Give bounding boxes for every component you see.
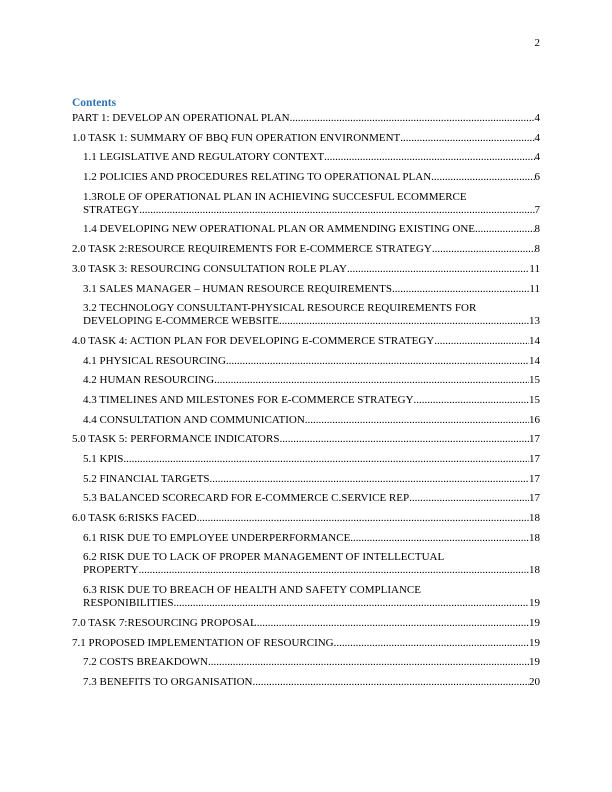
toc-entry[interactable] — [72, 551, 540, 577]
toc-entry-title: 6.1 RISK DUE TO EMPLOYEE UNDERPERFORMANCE — [83, 531, 351, 544]
table-of-contents — [72, 97, 540, 696]
toc-entry-page: 17 — [529, 492, 540, 505]
dot-leader — [392, 283, 529, 296]
toc-entry-title: 5.3 BALANCED SCORECARD FOR E-COMMERCE C.SERVICE REP — [83, 492, 410, 505]
toc-entry-page: 15 — [529, 393, 540, 406]
dot-leader — [214, 374, 529, 387]
toc-entry[interactable] — [72, 151, 540, 164]
toc-entry[interactable] — [72, 171, 540, 184]
toc-entry[interactable] — [72, 223, 540, 236]
toc-entry-page: 16 — [529, 413, 540, 426]
toc-entry[interactable] — [72, 355, 540, 368]
toc-entry-page: 14 — [529, 334, 540, 347]
toc-entry-page: 11 — [529, 282, 540, 295]
dot-leader — [475, 223, 534, 236]
dot-leader — [139, 204, 534, 217]
toc-entry-title: STRATEGY — [83, 203, 140, 216]
dot-leader — [414, 394, 529, 407]
dot-leader — [409, 492, 529, 505]
toc-entry-page: 18 — [529, 531, 540, 544]
toc-entry-page: 4 — [534, 131, 540, 144]
dot-leader — [350, 532, 529, 545]
toc-entry-title: 4.1 PHYSICAL RESOURCING — [83, 354, 226, 367]
toc-entry-page: 18 — [529, 512, 540, 525]
toc-entry[interactable] — [72, 676, 540, 689]
toc-entry[interactable] — [72, 263, 540, 276]
toc-entry-page: 17 — [529, 472, 540, 485]
toc-entry-title: 5.2 FINANCIAL TARGETS — [83, 472, 210, 485]
toc-entry[interactable] — [72, 532, 540, 545]
toc-entry[interactable] — [72, 394, 540, 407]
toc-entry[interactable] — [72, 473, 540, 486]
toc-entry-page: 17 — [529, 453, 540, 465]
toc-entry-title: 5.0 TASK 5: PERFORMANCE INDICATORS — [72, 433, 280, 446]
toc-entry-page: 4 — [534, 151, 540, 164]
toc-heading: Contents — [72, 97, 117, 109]
toc-entry-title: 4.3 TIMELINES AND MILESTONES FOR E-COMMERCE STRATEGY — [83, 393, 414, 406]
toc-entry-title: 7.1 PROPOSED IMPLEMENTATION OF RESOURCING — [72, 636, 334, 649]
dot-leader — [226, 355, 529, 368]
toc-entry[interactable] — [72, 243, 540, 256]
toc-entry-title: 4.0 TASK 4: ACTION PLAN FOR DEVELOPING E-COMMERCE STRATEGY — [72, 334, 435, 347]
toc-entry-title: 1.4 DEVELOPING NEW OPERATIONAL PLAN OR AMMENDING EXISTING ONE — [83, 223, 476, 236]
dot-leader — [173, 597, 529, 610]
toc-entry[interactable] — [72, 584, 540, 610]
dot-leader — [139, 564, 529, 577]
toc-entry[interactable] — [72, 637, 540, 650]
toc-entry-page: 17 — [529, 433, 540, 446]
toc-entry-page: 7 — [534, 203, 540, 216]
toc-entry[interactable] — [72, 191, 540, 217]
toc-entry-page: 14 — [529, 354, 540, 367]
toc-entry-title: PART 1: DEVELOP AN OPERATIONAL PLAN — [72, 112, 290, 124]
toc-entry-title: 5.1 KPIS — [83, 453, 124, 465]
toc-entry[interactable] — [72, 433, 540, 446]
toc-entry-title: 2.0 TASK 2:RESOURCE REQUIREMENTS FOR E-COMMERCE STRATEGY — [72, 243, 432, 256]
dot-leader — [290, 112, 535, 125]
dot-leader — [210, 473, 529, 486]
toc-entry[interactable] — [72, 302, 540, 328]
toc-entry[interactable] — [72, 335, 540, 348]
toc-entry-page: 11 — [529, 262, 540, 275]
toc-entry-title-line1: 3.2 TECHNOLOGY CONSULTANT-PHYSICAL RESOURCE REQUIREMENTS FOR — [83, 302, 477, 315]
dot-leader — [400, 132, 534, 145]
toc-entry-page: 20 — [529, 675, 540, 688]
toc-entry-title: 3.0 TASK 3: RESOURCING CONSULTATION ROLE PLAY — [72, 262, 347, 275]
dot-leader — [208, 656, 529, 669]
toc-entry[interactable] — [72, 617, 540, 630]
toc-entry-page: 15 — [529, 374, 540, 387]
toc-entry-title: 1.0 TASK 1: SUMMARY OF BBQ FUN OPERATION ENVIRONMENT — [72, 131, 401, 144]
toc-entry[interactable] — [72, 374, 540, 387]
toc-entry[interactable] — [72, 132, 540, 145]
toc-entry-title: 4.4 CONSULTATION AND COMMUNICATION — [83, 413, 305, 426]
toc-entry-title: PROPERTY — [83, 564, 139, 577]
toc-entry-page: 6 — [534, 171, 540, 184]
toc-entry[interactable] — [72, 512, 540, 525]
toc-entry-title: 1.1 LEGISLATIVE AND REGULATORY CONTEXT — [83, 151, 325, 164]
toc-entry-title-line1: 1.3ROLE OF OPERATIONAL PLAN IN ACHIEVING SUCCESFUL ECOMMERCE — [83, 190, 467, 203]
toc-entry-page: 19 — [529, 656, 540, 669]
dot-leader — [305, 414, 529, 427]
toc-entry[interactable] — [72, 283, 540, 296]
toc-entry-title: 1.2 POLICIES AND PROCEDURES RELATING TO OPERATIONAL PLAN — [83, 171, 432, 184]
toc-entry-page: 18 — [529, 564, 540, 577]
toc-entry-title: 3.1 SALES MANAGER – HUMAN RESOURCE REQUIREMENTS — [83, 282, 392, 295]
toc-entry-page: 19 — [529, 597, 540, 610]
toc-entry-page: 8 — [534, 243, 540, 256]
toc-entry-title: 7.3 BENEFITS TO ORGANISATION — [83, 675, 253, 688]
toc-entry-page: 19 — [529, 616, 540, 629]
toc-entry-page: 4 — [534, 112, 540, 124]
toc-entry-page: 19 — [529, 636, 540, 649]
dot-leader — [279, 315, 529, 328]
toc-entry-page: 8 — [534, 223, 540, 236]
dot-leader — [197, 512, 529, 525]
dot-leader — [434, 335, 529, 348]
dot-leader — [253, 676, 530, 689]
dot-leader — [347, 263, 529, 276]
dot-leader — [334, 637, 529, 650]
dot-leader — [257, 617, 529, 630]
toc-entry-title: 7.0 TASK 7:RESOURCING PROPOSAL — [72, 616, 257, 629]
toc-entry-title-line1: 6.2 RISK DUE TO LACK OF PROPER MANAGEMENT OF INTELLECTUAL — [83, 551, 445, 564]
toc-entry-title: 4.2 HUMAN RESOURCING — [83, 374, 215, 387]
toc-entry[interactable] — [72, 414, 540, 427]
dot-leader — [123, 453, 529, 466]
toc-entry[interactable] — [72, 112, 540, 125]
dot-leader — [432, 243, 535, 256]
dot-leader — [324, 151, 534, 164]
toc-entry-page: 13 — [529, 315, 540, 328]
toc-entry-title: 7.2 COSTS BREAKDOWN — [83, 656, 208, 669]
toc-entry-title: RESPONIBILITIES — [83, 597, 174, 610]
toc-entry-title: 6.0 TASK 6:RISKS FACED — [72, 512, 197, 525]
toc-entry-title: DEVELOPING E-COMMERCE WEBSITE — [83, 315, 279, 328]
toc-entry[interactable] — [72, 492, 540, 505]
page-number: 2 — [534, 37, 540, 49]
dot-leader — [431, 171, 534, 184]
toc-entry-title-line1: 6.3 RISK DUE TO BREACH OF HEALTH AND SAFETY COMPLIANCE — [83, 584, 421, 597]
dot-leader — [279, 433, 529, 446]
toc-entry[interactable] — [72, 656, 540, 669]
toc-entry[interactable] — [72, 453, 540, 466]
